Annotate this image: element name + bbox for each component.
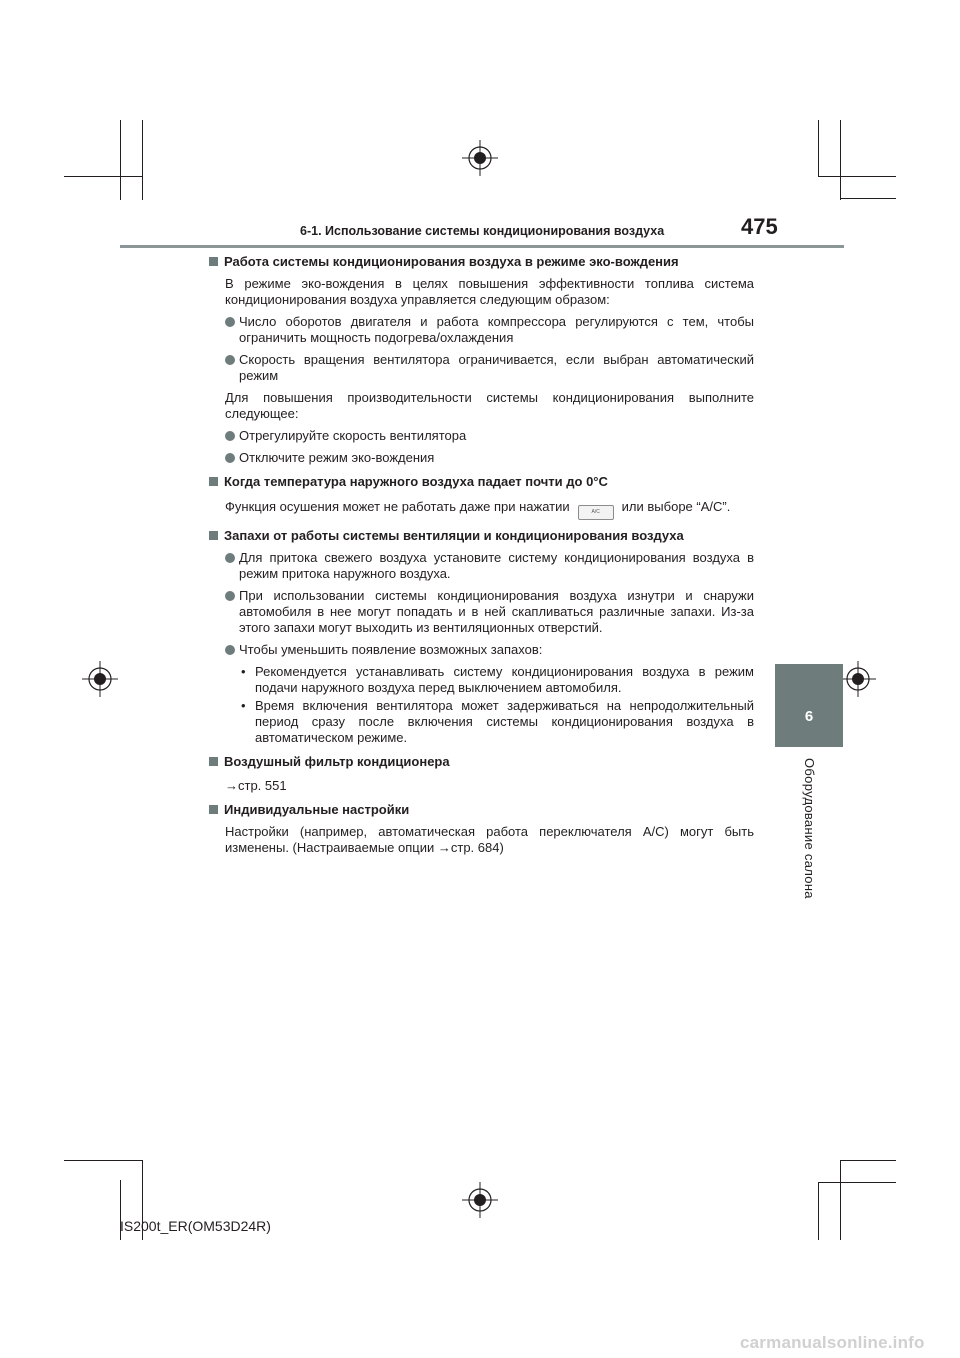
paragraph: Функция осушения может не работать даже при нажатии A/C или выборе “A/C”. — [209, 499, 754, 520]
section-heading-custom: Индивидуальные настройки — [209, 802, 754, 818]
registration-mark-icon — [82, 661, 118, 697]
bullet-mark: • — [241, 698, 246, 713]
square-bullet-icon — [209, 531, 218, 540]
crop-mark — [64, 1160, 142, 1161]
page-reference-link[interactable]: →стр. 551 — [225, 778, 287, 793]
crop-mark — [840, 120, 841, 200]
document-code: IS200t_ER(OM53D24R) — [120, 1218, 271, 1234]
chapter-tab: 6 — [775, 664, 843, 747]
square-bullet-icon — [209, 257, 218, 266]
section-title: 6-1. Использование системы кондиционирования воздуха — [300, 224, 665, 238]
paragraph: Настройки (например, автоматическая работа переключателя A/C) могут быть изменены. (Настраиваемые опции →стр. 684) — [225, 824, 754, 855]
sub-list-item: • Рекомендуется устанавливать систему кондиционирования воздуха в режим подачи наружного воздуха перед выключением автомобиля. — [241, 664, 754, 695]
section-heading-odors: Запахи от работы системы вентиляции и кондиционирования воздуха — [209, 528, 754, 544]
circle-bullet-icon — [225, 591, 235, 601]
bullet-mark: • — [241, 664, 246, 679]
section-heading-filter: Воздушный фильтр кондиционера — [209, 754, 754, 770]
registration-mark-icon — [462, 1182, 498, 1218]
sub-list-item: • Время включения вентилятора может задерживаться на непродолжительный период сразу после включения системы кондиционирования воздуха в автоматическом режиме. — [241, 698, 754, 745]
crop-mark — [120, 120, 121, 200]
watermark: carmanualsonline.info — [740, 1333, 925, 1352]
ac-button-icon: A/C — [578, 505, 614, 520]
circle-bullet-icon — [225, 645, 235, 655]
square-bullet-icon — [209, 805, 218, 814]
list-item: Отключите режим эко-вождения — [209, 450, 754, 466]
list-item: Число оборотов двигателя и работа компрессора регулируются с тем, чтобы ограничить мощность подогрева/охлаждения — [209, 314, 754, 346]
crop-mark — [818, 120, 819, 176]
list-item: При использовании системы кондиционирования воздуха изнутри и снаружи автомобиля в нее могут попадать и в ней скапливаться различные запахи. Из-за этого запахи могут выходить из вентиляционных отверстий. — [209, 588, 754, 636]
list-item: Отрегулируйте скорость вентилятора — [209, 428, 754, 444]
circle-bullet-icon — [225, 317, 235, 327]
square-bullet-icon — [209, 757, 218, 766]
crop-mark — [840, 1160, 896, 1161]
header-divider — [120, 245, 844, 248]
section-heading-eco: Работа системы кондиционирования воздуха в режиме эко-вождения — [209, 254, 754, 270]
square-bullet-icon — [209, 477, 218, 486]
registration-mark-icon — [840, 661, 876, 697]
crop-mark — [840, 1160, 841, 1240]
list-item: Чтобы уменьшить появление возможных запахов: — [209, 642, 754, 658]
page-content — [209, 254, 754, 856]
chapter-label: Оборудование салона — [802, 758, 817, 899]
circle-bullet-icon — [225, 355, 235, 365]
circle-bullet-icon — [225, 553, 235, 563]
crop-mark — [818, 1182, 896, 1183]
section-heading-cold: Когда температура наружного воздуха падает почти до 0°C — [209, 474, 754, 490]
crop-mark — [818, 176, 896, 177]
paragraph: В режиме эко-вождения в целях повышения эффективности топлива система кондиционирования воздуха управляется следующим образом: — [225, 276, 754, 307]
crop-mark — [840, 198, 896, 199]
circle-bullet-icon — [225, 453, 235, 463]
paragraph: Для повышения производительности системы кондиционирования выполните следующее: — [225, 390, 754, 421]
registration-mark-icon — [462, 140, 498, 176]
crop-mark — [142, 120, 143, 200]
list-item: Скорость вращения вентилятора ограничивается, если выбран автоматический режим — [209, 352, 754, 384]
crop-mark — [64, 176, 142, 177]
list-item: Для притока свежего воздуха установите систему кондиционирования воздуха в режим притока наружного воздуха. — [209, 550, 754, 582]
crop-mark — [818, 1182, 819, 1240]
circle-bullet-icon — [225, 431, 235, 441]
page-number: 475 — [741, 214, 778, 239]
